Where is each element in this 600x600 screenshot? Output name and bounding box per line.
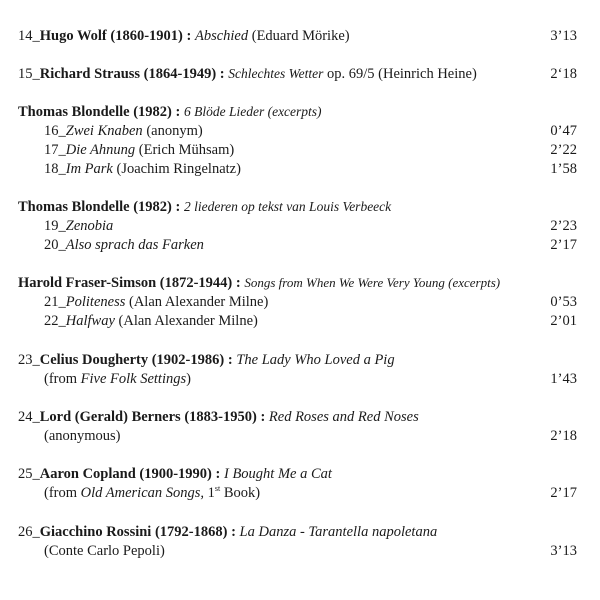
track-number: 16_ [44, 123, 66, 139]
separator: : [171, 104, 184, 120]
duration: 2’01 [550, 313, 577, 329]
track-number: 15_ [18, 66, 40, 82]
track-26-info [18, 522, 437, 542]
book-number: 1 [204, 485, 215, 501]
duration: 0’47 [550, 123, 577, 139]
composer: Harold Fraser-Simson (1872-1944) [18, 275, 233, 291]
track-17 [0, 140, 600, 160]
duration: 1’43 [550, 371, 577, 387]
duration: 3’13 [550, 543, 577, 559]
track-25-info [18, 464, 332, 484]
composer: Hugo Wolf (1860-1901) [39, 28, 183, 44]
track-16-info [44, 121, 203, 141]
song-title: Zenobia [65, 218, 114, 234]
track-26-poet-line [0, 541, 600, 561]
duration: 1’58 [550, 161, 577, 177]
track-number: 19_ [44, 218, 66, 234]
composer: Thomas Blondelle (1982) [18, 199, 172, 215]
track-number: 25_ [18, 466, 40, 482]
track-number: 18_ [44, 161, 66, 177]
song-title: Politeness [65, 294, 126, 310]
track-15 [0, 64, 600, 84]
song-title: Halfway [65, 313, 115, 329]
track-25-source [0, 483, 600, 503]
poet: (Erich Mühsam) [135, 142, 235, 158]
duration: 0’53 [550, 294, 577, 310]
composer: Giacchino Rossini (1792-1868) [39, 524, 228, 540]
separator: : [232, 275, 245, 291]
track-19-info [44, 216, 113, 236]
separator: : [211, 466, 224, 482]
duration: 2’17 [550, 237, 577, 253]
composer: Lord (Gerald) Berners (1883-1950) [39, 409, 257, 425]
song-title: Also sprach das Farken [65, 237, 204, 253]
duration: 2‘18 [550, 66, 577, 82]
track-19 [0, 216, 600, 236]
group-blondelle-2-header [0, 197, 600, 217]
track-number: 24_ [18, 409, 40, 425]
track-22 [0, 311, 600, 331]
composer: Richard Strauss (1864-1949) [39, 66, 217, 82]
track-21 [0, 292, 600, 312]
track-number: 20_ [44, 237, 66, 253]
track-23 [0, 350, 600, 370]
duration: 2’22 [550, 142, 577, 158]
composer: Thomas Blondelle (1982) [18, 104, 172, 120]
duration: 2’18 [550, 428, 577, 444]
song-title: Im Park [65, 161, 113, 177]
track-20-info [44, 235, 204, 255]
song-title: Red Roses and Red Noses [268, 409, 419, 425]
poet: op. 69/5 (Heinrich Heine) [323, 66, 477, 82]
ordinal-suffix: st [214, 484, 221, 493]
group-fraser-simson-header [0, 273, 600, 293]
source-suffix: Book) [220, 485, 261, 501]
song-title: I Bought Me a Cat [223, 466, 332, 482]
track-number: 22_ [44, 313, 66, 329]
track-17-info [44, 140, 234, 160]
track-16 [0, 121, 600, 141]
work-title: Songs from When We Were Very Young (excerpts) [244, 275, 501, 290]
poet: (anonymous) [44, 428, 121, 444]
track-25 [0, 464, 600, 484]
duration: 2’17 [550, 485, 577, 501]
track-22-info [44, 311, 258, 331]
work-title: 2 liederen op tekst van Louis Verbeeck [183, 199, 392, 214]
separator: : [224, 352, 237, 368]
group-heading [18, 273, 500, 293]
track-number: 26_ [18, 524, 40, 540]
group-heading [18, 197, 391, 217]
track-20 [0, 235, 600, 255]
track-18 [0, 159, 600, 179]
group-heading [18, 102, 322, 122]
separator: : [227, 524, 240, 540]
composer: Celius Dougherty (1902-1986) [39, 352, 225, 368]
track-24-poet-line [0, 426, 600, 446]
track-23-source [0, 369, 600, 389]
track-14-info [18, 26, 350, 46]
song-title: Zwei Knaben [65, 123, 143, 139]
track-18-info [44, 159, 241, 179]
poet: (Conte Carlo Pepoli) [44, 543, 165, 559]
composer: Aaron Copland (1900-1990) [39, 466, 212, 482]
track-24 [0, 407, 600, 427]
separator: : [256, 409, 269, 425]
poet: (Eduard Mörike) [248, 28, 350, 44]
poet: (anonym) [142, 123, 203, 139]
separator: : [171, 199, 184, 215]
song-title: Schlechtes Wetter [228, 66, 324, 81]
source-title: Old American Songs, [80, 485, 205, 501]
track-number: 21_ [44, 294, 66, 310]
track-23-info [18, 350, 395, 370]
track-15-info [18, 64, 477, 84]
source-note [44, 369, 191, 389]
source-title: Five Folk Settings [80, 371, 187, 387]
poet: (Alan Alexander Milne) [125, 294, 269, 310]
group-blondelle-1-header [0, 102, 600, 122]
separator: : [182, 28, 195, 44]
duration: 3’13 [550, 28, 577, 44]
source-note [44, 483, 260, 503]
track-number: 23_ [18, 352, 40, 368]
poet: (Joachim Ringelnatz) [112, 161, 241, 177]
poet: (Alan Alexander Milne) [114, 313, 258, 329]
song-title: Abschied [194, 28, 249, 44]
track-26 [0, 522, 600, 542]
source-prefix: (from [44, 371, 81, 387]
track-24-info [18, 407, 419, 427]
track-21-info [44, 292, 268, 312]
source-suffix: ) [186, 371, 191, 387]
track-number: 17_ [44, 142, 66, 158]
track-number: 14_ [18, 28, 40, 44]
duration: 2’23 [550, 218, 577, 234]
separator: : [216, 66, 229, 82]
source-prefix: (from [44, 485, 81, 501]
song-title: La Danza - Tarantella napoletana [239, 524, 438, 540]
song-title: The Lady Who Loved a Pig [236, 352, 395, 368]
track-14 [0, 26, 600, 46]
song-title: Die Ahnung [65, 142, 136, 158]
work-title: 6 Blöde Lieder (excerpts) [183, 104, 322, 119]
